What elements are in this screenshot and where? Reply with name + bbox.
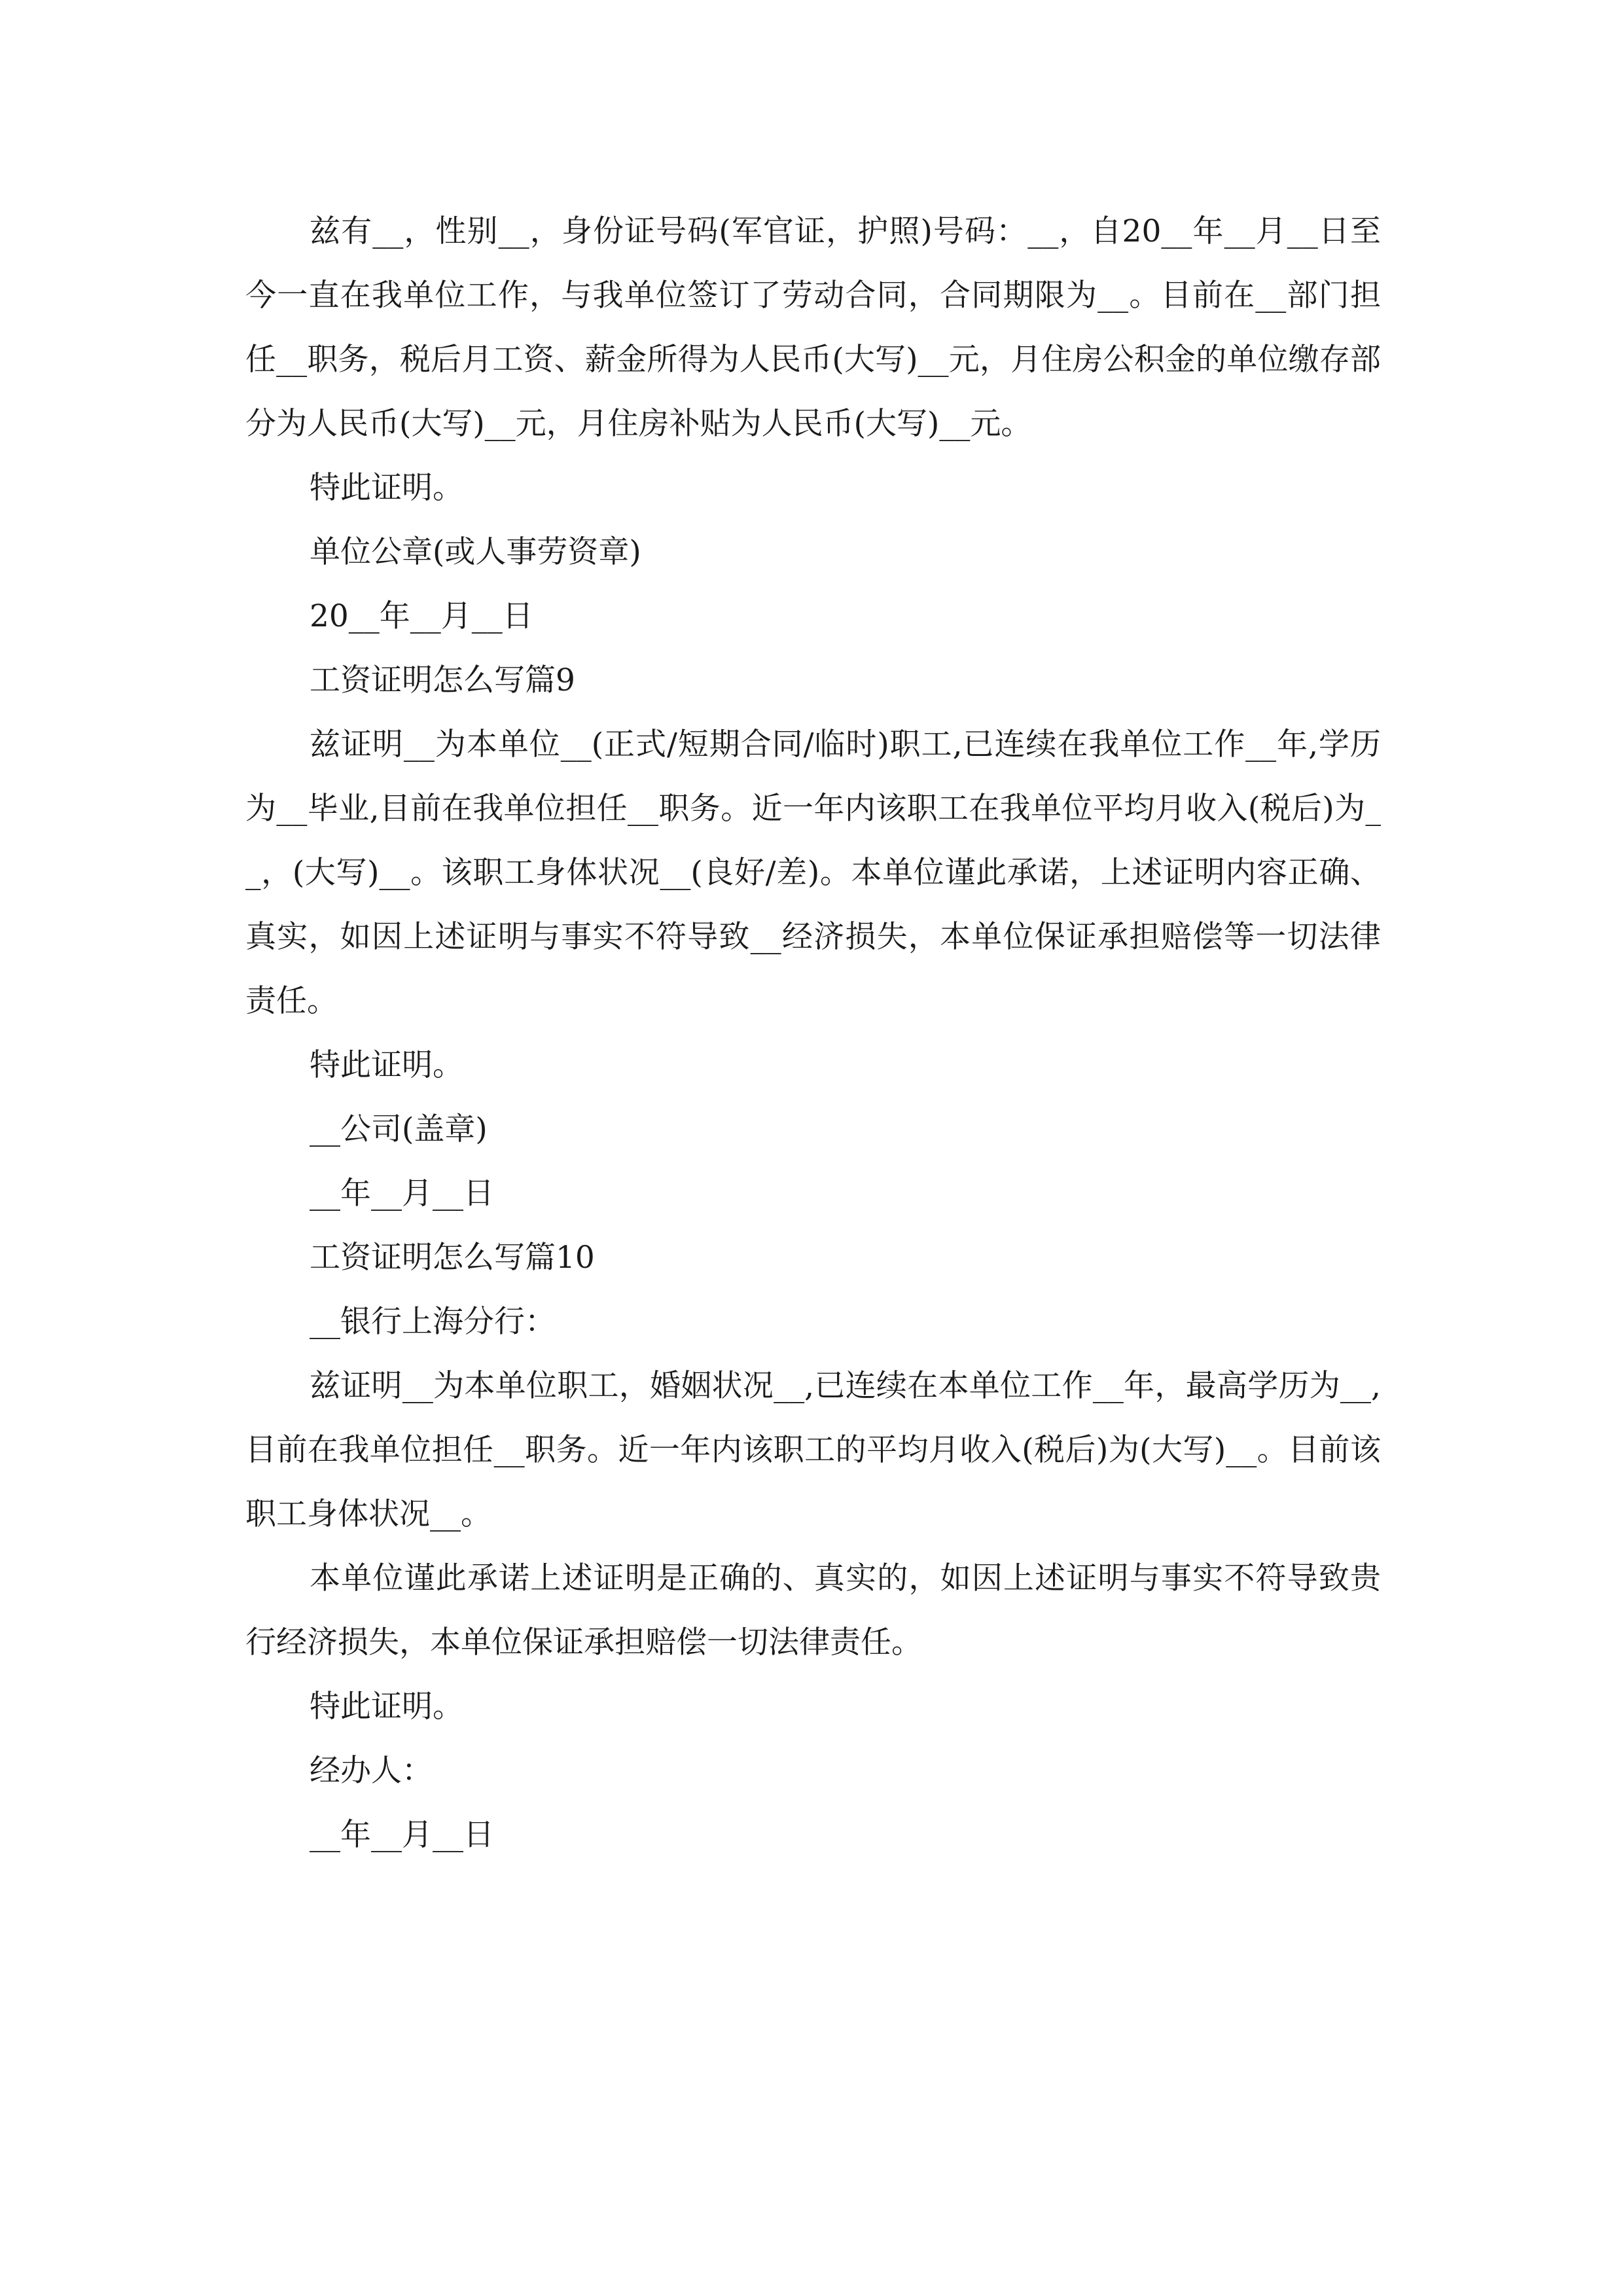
certificate-paragraph-1: 兹有__，性别__，身份证号码(军官证，护照)号码：__，自20__年__月__日至今一直在我单位工作，与我单位签订了劳动合同，合同期限为__。目前在__部门担任__职务，税后月工资、薪金所得为人民币(大写)__元，月住房公积金的单位缴存部分为人民币(大写)__元，月住房补贴为人民币(大写)__元。 — [245, 213, 1381, 442]
section-heading-9: 工资证明怎么写篇9 — [310, 662, 575, 698]
date-line: 20__年__月__日 — [310, 598, 533, 634]
date-line: __年__月__日 — [310, 1175, 494, 1211]
section-heading-10: 工资证明怎么写篇10 — [310, 1240, 595, 1276]
commitment-paragraph: 本单位谨此承诺上述证明是正确的、真实的，如因上述证明与事实不符导致贵行经济损失，本单位保证承担赔偿一切法律责任。 — [245, 1560, 1381, 1660]
certificate-paragraph-10: 兹证明__为本单位职工，婚姻状况__,已连续在本单位工作__年，最高学历为__,目前在我单位担任__职务。近一年内该职工的平均月收入(税后)为(大写)__。目前该职工身体状况__。 — [245, 1368, 1381, 1532]
date-line: __年__月__日 — [310, 1817, 494, 1853]
document-body — [245, 200, 1381, 1867]
addressee-line: __银行上海分行： — [310, 1304, 556, 1340]
handler-line: 经办人： — [310, 1753, 433, 1789]
certificate-paragraph-9: 兹证明__为本单位__(正式/短期合同/临时)职工,已连续在我单位工作__年,学历为__毕业,目前在我单位担任__职务。近一年内该职工在我单位平均月收入(税后)为__，(大写)__。该职工身体状况__(良好/差)。本单位谨此承诺，上述证明内容正确、真实，如因上述证明与事实不符导致__经济损失，本单位保证承担赔偿等一切法律责任。 — [245, 726, 1381, 1019]
seal-line: 单位公章(或人事劳资章) — [310, 534, 641, 570]
closing-statement: 特此证明。 — [310, 1689, 463, 1725]
closing-statement: 特此证明。 — [310, 470, 463, 506]
company-seal-line: __公司(盖章) — [310, 1111, 488, 1147]
closing-statement: 特此证明。 — [310, 1047, 463, 1083]
